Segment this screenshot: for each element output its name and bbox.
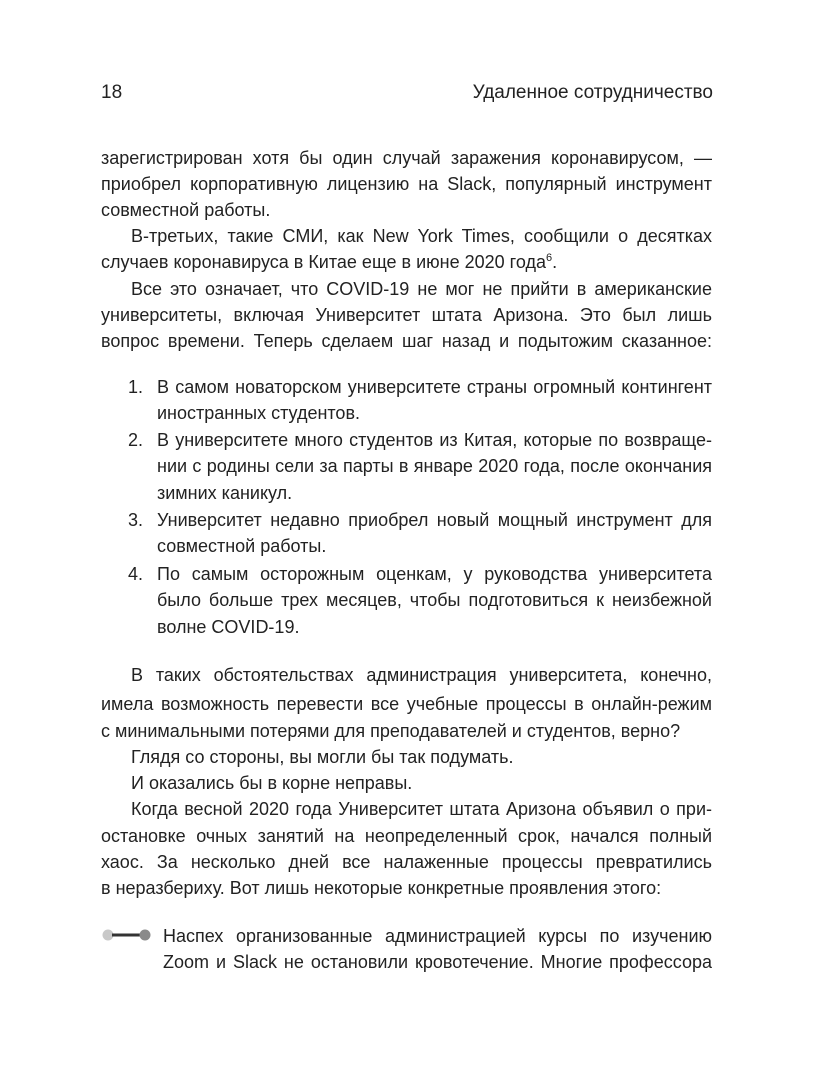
text-line-content: зимних каникул. [157,483,293,503]
text-line-content: зарегистрирован хотя бы один случай заражения коронавирусом, — [101,148,712,168]
text-line-content: Когда весной 2020 года Университет штата Аризона объявил о при- [131,799,712,819]
list-number: 1. [128,377,144,397]
text-line-content: В самом новаторском университете страны огромный контингент [157,377,712,397]
text-line [157,427,712,453]
text-line [101,302,712,328]
text-line-content: остановке очных занятий на неопределенный срок, начался полный [101,826,712,846]
text-line [101,145,712,171]
text-line [101,691,712,717]
text-line-content: Глядя со стороны, вы могли бы так подумать. [131,747,514,767]
text-line [157,587,712,613]
text-line [101,823,712,849]
text-line [131,662,712,688]
text-line-content: иностранных студентов. [157,403,361,423]
text-line-content: В таких обстоятельствах администрация университета, конечно, [131,665,712,685]
list-number: 2. [128,430,144,450]
text-line [157,453,712,479]
text-line [101,718,712,744]
text-line-content: нии с родины сели за парты в январе 2020 года, после окончания [157,456,712,476]
text-line [131,223,712,249]
text-line [163,949,712,975]
text-line [157,480,712,506]
text-line-content: с минимальными потерями для преподавателей и студентов, верно? [101,721,681,741]
text-line [131,770,712,796]
text-line-content: хаос. За несколько дней все налаженные процессы превратились [101,852,712,872]
text-line [101,875,712,901]
text-line-content: волне COVID-19. [157,617,300,637]
text-line [131,796,712,822]
text-line-content: И оказались бы в корне неправы. [131,773,413,793]
page-number: 18 [101,82,123,103]
text-line [157,374,712,400]
text-line-content: приобрел корпоративную лицензию на Slack, популярный инструмент [101,174,712,194]
text-line [157,507,712,533]
text-line-content: В университете много студентов из Китая, которые по возвраще- [157,430,712,450]
text-line [101,197,712,223]
text-line-content: в неразбериху. Вот лишь некоторые конкретные проявления этого: [101,878,662,898]
text-line-content: совместной работы. [101,200,271,220]
text-line-content: По самым осторожным оценкам, у руководства университета [157,564,712,584]
bullet-connector-icon [102,929,152,941]
text-line [157,614,712,640]
text-line-content: Zoom и Slack не остановили кровотечение. Многие профессора [163,952,712,972]
text-line [101,249,712,275]
text-line [157,533,712,559]
text-line-content: вопрос времени. Теперь сделаем шаг назад и подытожим сказанное: [101,331,712,351]
text-line [157,561,712,587]
text-line-content: университеты, включая Университет штата Аризона. Это был лишь [101,305,712,325]
text-line [163,923,712,949]
text-line [101,328,712,354]
period: . [552,252,558,272]
text-line [157,400,712,426]
text-line-content: Университет недавно приобрел новый мощный инструмент для [157,510,712,530]
list-number: 3. [128,510,144,530]
list-number: 4. [128,564,144,584]
text-line [131,744,712,770]
text-line-content: Наспех организованные администрацией курсы по изучению [163,926,712,946]
text-line [131,276,712,302]
text-line-content: В-третьих, такие СМИ, как New York Times, сообщили о десятках [131,226,712,246]
text-line [101,171,712,197]
text-line [101,849,712,875]
text-line-content: имела возможность перевести все учебные процессы в онлайн-режим [101,694,712,714]
text-line-content: совместной работы. [157,536,327,556]
text-line-content: Все это означает, что COVID-19 не мог не прийти в американские [131,279,712,299]
text-line-content: было больше трех месяцев, чтобы подготовиться к неизбежной [157,590,712,610]
footnote-marker[interactable]: 6 [545,252,553,264]
text-line-content: случаев коронавируса в Китае еще в июне 2020 года [101,252,546,272]
running-title: Удаленное сотрудничество [472,82,713,103]
